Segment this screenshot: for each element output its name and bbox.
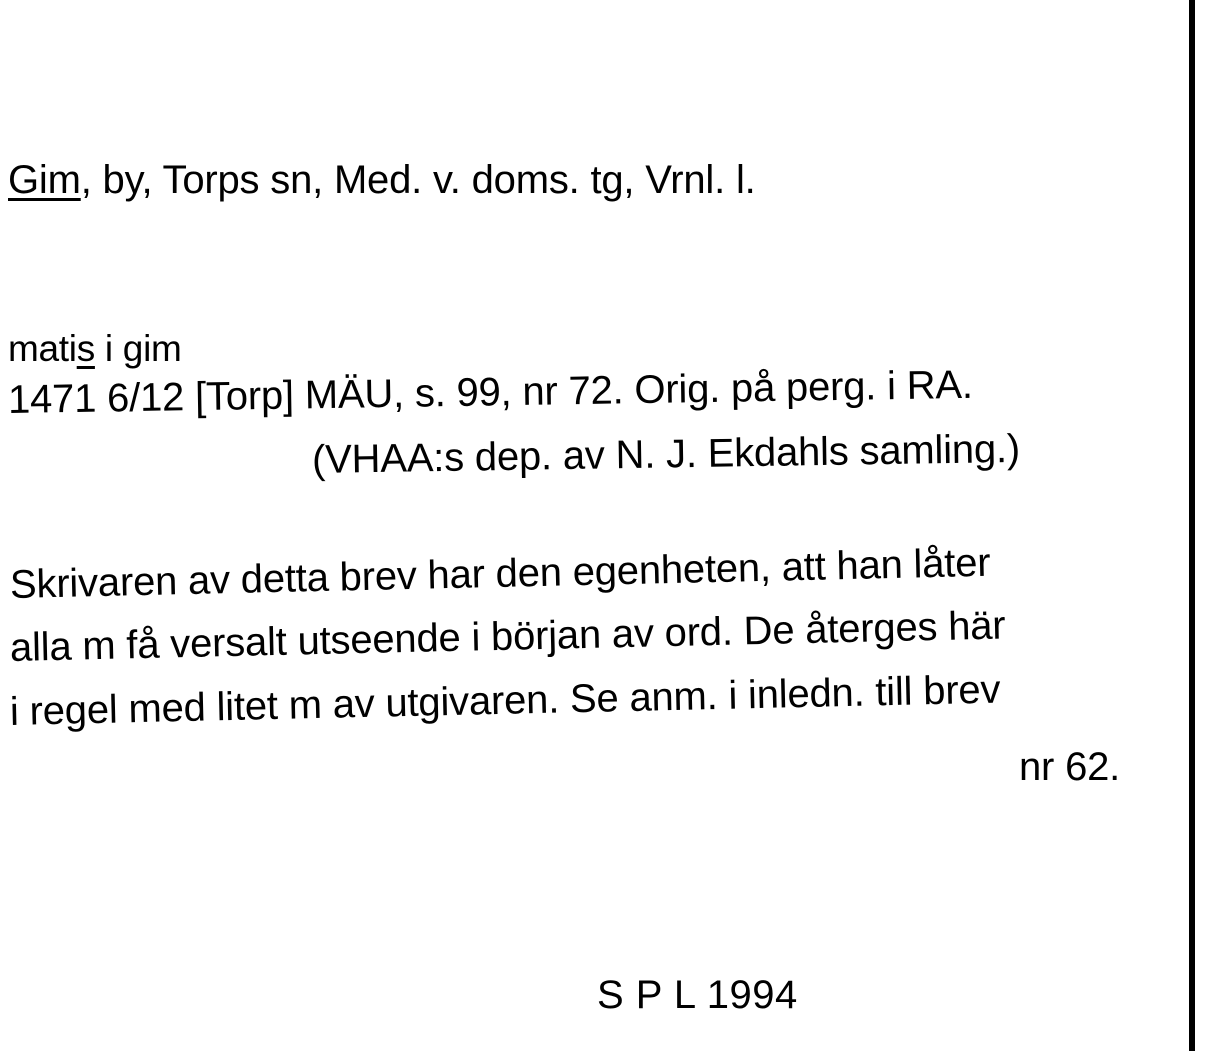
signature: S P L 1994 [597, 973, 798, 1017]
source-reference-continued: (VHAA:s dep. av N. J. Ekdahls samling.) [311, 426, 1021, 482]
place-name: Gim [8, 158, 81, 202]
note-line: alla m få versalt utseende i början av ord. De återges här [9, 603, 1006, 670]
name-form-end: i gim [94, 328, 182, 369]
note-line: Skrivaren av detta brev har den egenheten, att han låter [9, 540, 991, 607]
name-form-underlined: s [76, 328, 95, 369]
note-line: i regel med litet m av utgivaren. Se anm. i inledn. till brev [9, 667, 1001, 734]
card-heading [8, 160, 756, 200]
source-reference: 1471 6/12 [Torp] MÄU, s. 99, nr 72. Orig. på perg. i RA. [7, 362, 974, 422]
name-form [8, 330, 182, 367]
name-form-start: mati [8, 328, 77, 369]
card-edge-divider [1189, 0, 1195, 1051]
place-description: , by, Torps sn, Med. v. doms. tg, Vrnl. l. [80, 158, 756, 202]
note-line: nr 62. [1019, 745, 1121, 789]
